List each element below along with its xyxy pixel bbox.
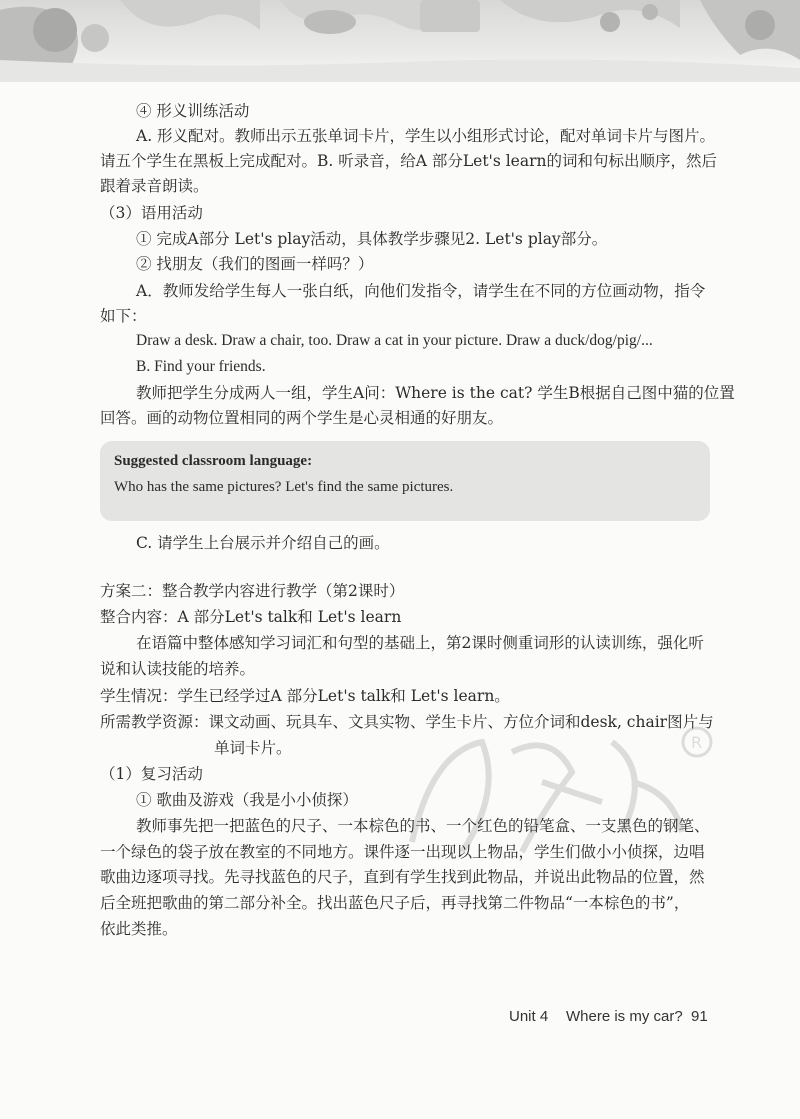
classroom-language-box [100,441,710,521]
text-line: 教师把学生分成两人一组，学生A问：Where is the cat? 学生B根据自己图中猫的位置 [136,384,735,402]
page-number: 91 [691,1008,708,1025]
text-line: 后全班把歌曲的第二部分补全。找出蓝色尺子后，再寻找第二件物品“一本棕色的书”， [100,894,690,912]
text-line: ① 歌曲及游戏（我是小小侦探） [136,791,358,809]
text-line: 说和认读技能的培养。 [100,660,256,678]
text-line: B. Find your friends. [136,358,266,375]
section-heading: 方案二：整合教学内容进行教学（第2课时） [100,582,405,600]
text-line: 教师事先把一把蓝色的尺子、一本棕色的书、一个红色的铅笔盒、一支黑色的钢笔、 [136,817,710,835]
text-line: （1）复习活动 [100,765,203,783]
text-line: A. 形义配对。教师出示五张单词卡片，学生以小组形式讨论，配对单词卡片与图片。 [136,127,716,145]
header-banner [0,0,800,82]
svg-text:R: R [691,733,703,752]
text-line: Draw a desk. Draw a chair, too. Draw a cat in your picture. Draw a duck/dog/pig/... [136,332,653,349]
text-line: 请五个学生在黑板上完成配对。B. 听录音，给A 部分Let's learn的词和句标出顺序，然后 [100,152,717,170]
footer-unit: Unit 4 [509,1008,549,1025]
box-text: Who has the same pictures? Let's find the same pictures. [114,479,454,495]
text-line: 学生情况：学生已经学过A 部分Let's talk和 Let's learn。 [100,687,510,705]
text-line: 所需教学资源：课文动画、玩具车、文具实物、学生卡片、方位介词和desk, chair图片与 [100,713,714,731]
text-line: 在语篇中整体感知学习词汇和句型的基础上，第2课时侧重词形的认读训练，强化听 [136,634,704,652]
text-line: 歌曲边逐项寻找。先寻找蓝色的尺子，直到有学生找到此物品，并说出此物品的位置，然 [100,868,705,886]
footer-title: Where is my car? [566,1008,683,1025]
text-line: 整合内容：A 部分Let's talk和 Let's learn [100,608,402,626]
text-line: ④ 形义训练活动 [136,102,250,120]
text-line: A．教师发给学生每人一张白纸，向他们发指令，请学生在不同的方位画动物，指令 [136,282,706,300]
text-line: ① 完成A部分 Let's play活动，具体教学步骤见2. Let's play部分。 [136,230,608,248]
text-line: 依此类推。 [100,920,178,938]
decorative-illustration [0,0,800,82]
text-line: （3）语用活动 [100,204,203,222]
text-line: 单词卡片。 [214,739,292,757]
text-line: ② 找朋友（我们的图画一样吗？） [136,255,374,273]
text-line: 如下： [100,307,147,325]
box-title: Suggested classroom language: [114,453,313,469]
text-line: 一个绿色的袋子放在教室的不同地方。课件逐一出现以上物品，学生们做小小侦探，边唱 [100,843,705,861]
text-line: 跟着录音朗读。 [100,177,209,195]
watermark-seal [392,712,722,862]
text-line: C. 请学生上台展示并介绍自己的画。 [136,534,390,552]
text-line: 回答。画的动物位置相同的两个学生是心灵相通的好朋友。 [100,409,504,427]
